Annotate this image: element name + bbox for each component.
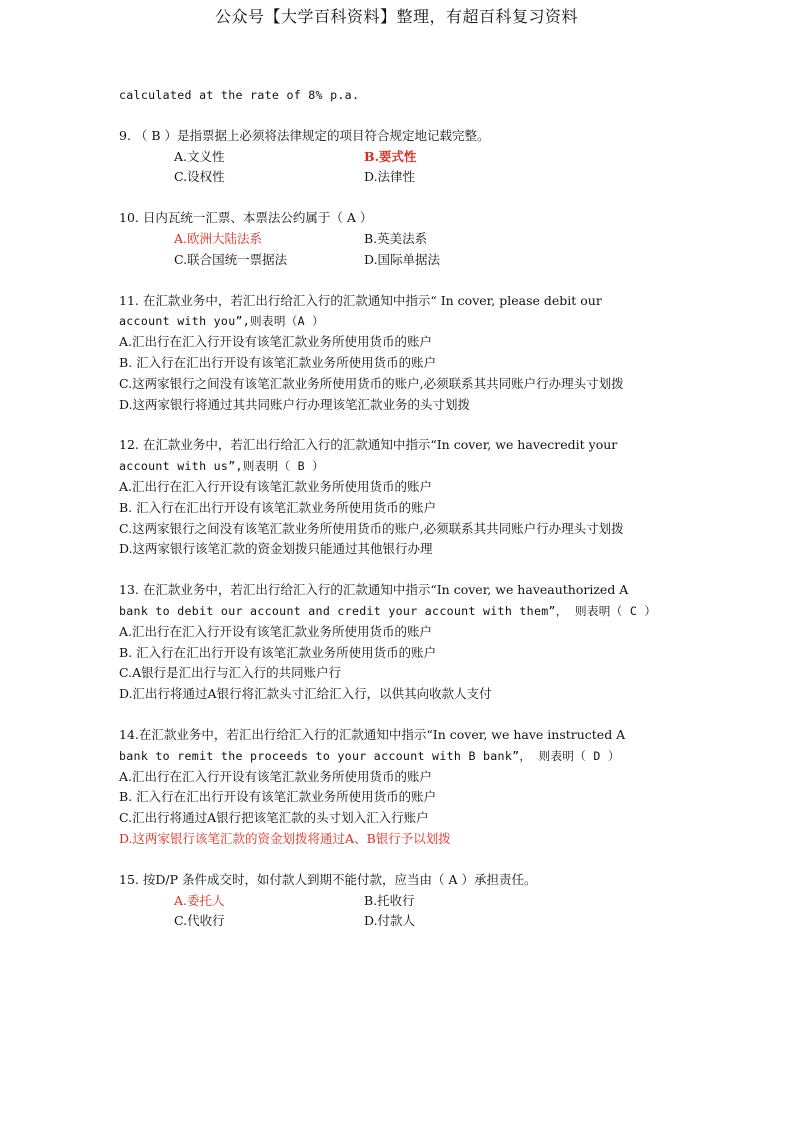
question-15-option-c: C.代收行: [174, 913, 225, 929]
question-15-option-d: D.付款人: [364, 913, 416, 929]
question-14-option-d: D.这两家银行该笔汇款的资金划拨将通过A、B银行予以划拨: [119, 830, 451, 846]
question-11-option-a: A.汇出行在汇入行开设有该笔汇款业务所使用货币的账户: [119, 334, 433, 350]
question-9-option-d: D.法律性: [364, 169, 416, 185]
question-14-option-a: A.汇出行在汇入行开设有该笔汇款业务所使用货币的账户: [119, 768, 433, 784]
page-header: 公众号【大学百科资料】整理，有超百科复习资料: [214, 7, 578, 26]
question-13: [119, 580, 679, 705]
question-12-stem-line2: account with us”,则表明（ B ）: [119, 459, 325, 474]
question-15-option-a: A.委托人: [174, 892, 225, 908]
question-11-option-c: C.这两家银行之间没有该笔汇款业务所使用货币的账户,必须联系其共同账户行办理头寸划拨: [119, 375, 624, 391]
question-13-option-a: A.汇出行在汇入行开设有该笔汇款业务所使用货币的账户: [119, 623, 433, 639]
question-15-stem: 15. 按D/P 条件成交时，如付款人到期不能付款，应当由（ A ）承担责任。: [119, 871, 537, 887]
question-14-stem-line1: 14.在汇款业务中，若汇出行给汇入行的汇款通知中指示“In cover, we have instructed A: [119, 726, 626, 742]
question-12-option-a: A.汇出行在汇入行开设有该笔汇款业务所使用货币的账户: [119, 478, 433, 494]
question-11-option-b: B. 汇入行在汇出行开设有该笔汇款业务所使用货币的账户: [119, 354, 437, 370]
question-11-stem-line1: 11. 在汇款业务中，若汇出行给汇入行的汇款通知中指示“ In cover, please debit our: [119, 292, 602, 308]
question-11: [119, 291, 679, 416]
question-11-stem-line2: account with you”,则表明（A ）: [119, 314, 325, 329]
question-9-option-b: B.要式性: [364, 148, 417, 164]
question-12-option-c: C.这两家银行之间没有该笔汇款业务所使用货币的账户,必须联系其共同账户行办理头寸划拨: [119, 520, 624, 536]
question-15-option-b: B.托收行: [364, 892, 415, 908]
question-10-option-d: D.国际单据法: [364, 251, 441, 267]
question-14: [119, 725, 679, 850]
document-body: [119, 85, 679, 932]
question-11-option-d: D.这两家银行将通过其共同账户行办理该笔汇款业务的头寸划拨: [119, 396, 471, 412]
question-10-option-a: A.欧洲大陆法系: [174, 230, 263, 246]
question-10-option-b: B.英美法系: [364, 230, 428, 246]
question-13-stem-line2: bank to debit our account and credit your account with them”， 则表明（ C ）: [119, 603, 657, 618]
question-13-option-c: C.A银行是汇出行与汇入行的共同账户行: [119, 665, 342, 681]
question-9-stem: 9. （ B ）是指票据上必须将法律规定的项目符合规定地记载完整。: [119, 127, 490, 143]
question-13-stem-line1: 13. 在汇款业务中，若汇出行给汇入行的汇款通知中指示“In cover, we haveauthorized A: [119, 582, 629, 598]
question-9-option-c: C.设权性: [174, 169, 225, 185]
question-10: [119, 208, 679, 270]
question-12-option-d: D.这两家银行该笔汇款的资金划拨只能通过其他银行办理: [119, 541, 433, 557]
question-14-stem-line2: bank to remit the proceeds to your account with B bank”， 则表明（ D ）: [119, 748, 620, 763]
question-15: [119, 870, 679, 932]
question-10-stem: 10. 日内瓦统一汇票、本票法公约属于（ A ）: [119, 210, 373, 226]
intro-line: calculated at the rate of 8% p.a.: [119, 88, 360, 102]
question-14-option-b: B. 汇入行在汇出行开设有该笔汇款业务所使用货币的账户: [119, 789, 437, 805]
question-12: [119, 435, 679, 560]
question-12-option-b: B. 汇入行在汇出行开设有该笔汇款业务所使用货币的账户: [119, 499, 437, 515]
question-10-option-c: C.联合国统一票据法: [174, 251, 288, 267]
question-12-stem-line1: 12. 在汇款业务中，若汇出行给汇入行的汇款通知中指示“In cover, we havecredit your: [119, 437, 618, 453]
question-13-option-d: D.汇出行将通过A银行将汇款头寸汇给汇入行，以供其向收款人支付: [119, 686, 492, 702]
question-14-option-c: C.汇出行将通过A银行把该笔汇款的头寸划入汇入行账户: [119, 810, 429, 826]
question-13-option-b: B. 汇入行在汇出行开设有该笔汇款业务所使用货币的账户: [119, 644, 437, 660]
question-9-option-a: A.文义性: [174, 148, 225, 164]
question-9: [119, 126, 679, 188]
